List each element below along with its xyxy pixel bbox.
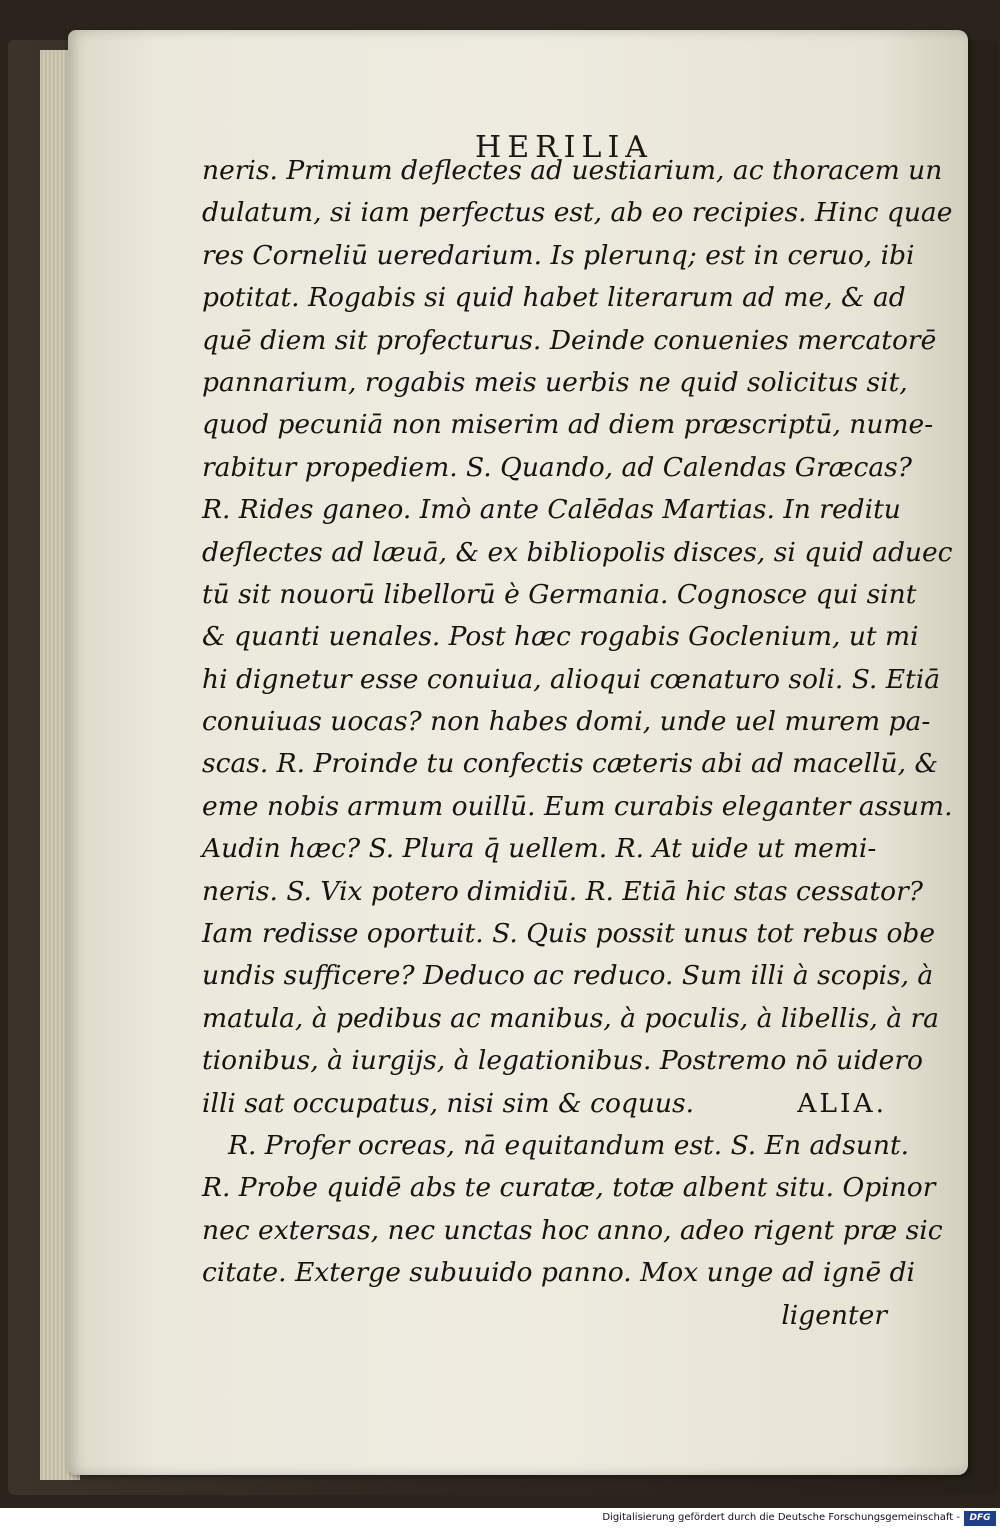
text-line: tū sit nouorū libellorū è Germania. Cognosce qui sint <box>202 578 917 610</box>
section-title: ALIA. <box>797 1087 887 1119</box>
text-line: quē diem sit profecturus. Deinde conuenies mercatorē <box>202 324 937 356</box>
text-line: citate. Exterge subuuido panno. Mox unge ad ignē di <box>202 1257 916 1289</box>
footer-credit: Digitalisierung gefördert durch die Deutsche Forschungsgemeinschaft - <box>602 1512 960 1523</box>
text-line: R. Rides ganeo. Imò ante Calēdas Martias. In reditu <box>202 494 901 526</box>
text-line: undis sufficere? Deduco ac reduco. Sum illi à scopis, à <box>202 960 934 992</box>
text-line: hi dignetur esse conuiua, alioqui cœnaturo soli. S. Etiā <box>202 663 941 695</box>
text-line: Audin hæc? S. Plura q̄ uellem. R. At uide ut memi- <box>202 833 877 865</box>
running-head: HERILIA <box>475 130 653 165</box>
text-line: rabitur propediem. S. Quando, ad Calendas Græcas? <box>202 451 912 483</box>
catchword: ligenter <box>781 1299 887 1331</box>
text-line: matula, à pedibus ac manibus, à poculis, à libellis, à ra <box>202 1002 939 1034</box>
text-line: conuiuas uocas? non habes domi, unde uel murem pa- <box>202 706 931 738</box>
text-line: potitat. Rogabis si quid habet literarum ad me, & ad <box>202 282 906 314</box>
text-line: & quanti uenales. Post hæc rogabis Goclenium, ut mi <box>202 621 919 653</box>
text-line: quod pecuniā non miserim ad diem præscriptū, nume- <box>202 409 934 441</box>
text-line: eme nobis armum ouillū. Eum curabis eleganter assum. <box>202 790 953 822</box>
text-line: R. Probe quidē abs te curatæ, totæ albent situ. Opinor <box>202 1172 936 1204</box>
text-line: R. Profer ocreas, nā equitandum est. S. En adsunt. <box>228 1129 910 1161</box>
text-line: pannarium, rogabis meis uerbis ne quid solicitus sit, <box>202 366 908 398</box>
text-line: res Corneliū ueredarium. Is plerunq; est in ceruo, ibi <box>202 239 915 271</box>
text-line: illi sat occupatus, nisi sim & coquus. <box>202 1087 695 1119</box>
text-line-with-section-title <box>202 1083 917 1125</box>
text-block <box>202 150 953 1337</box>
text-line: neris. S. Vix potero dimidiū. R. Etiā hic stas cessator? <box>202 875 923 907</box>
footer-bar <box>0 1508 1000 1529</box>
text-line: dulatum, si iam perfectus est, ab eo recipies. Hinc quae <box>202 197 953 229</box>
text-line: neris. Primum deflectes ad uestiarium, ac thoracem un <box>202 155 943 186</box>
text-line: deflectes ad læuā, & ex bibliopolis disces, si quid aduec <box>202 536 953 568</box>
text-line: scas. R. Proinde tu confectis cæteris abi ad macellū, & <box>202 748 939 780</box>
text-line: tionibus, à iurgijs, à legationibus. Postremo nō uidero <box>202 1045 923 1077</box>
text-line: Iam redisse oportuit. S. Quis possit unus tot rebus obe <box>202 918 936 950</box>
dfg-logo: DFG <box>964 1511 996 1526</box>
text-line: nec extersas, nec unctas hoc anno, adeo rigent præ sic <box>202 1214 943 1246</box>
